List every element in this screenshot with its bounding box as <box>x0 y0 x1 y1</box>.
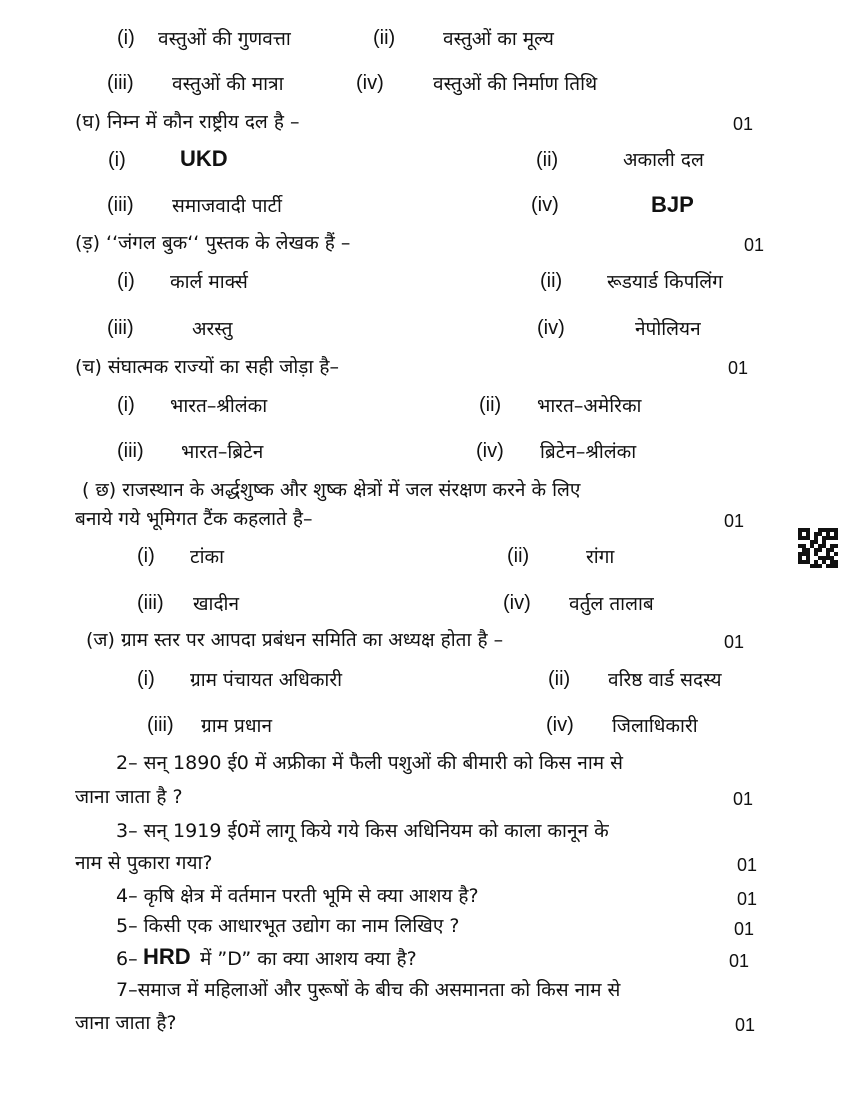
option-text: वस्तुओं का मूल्य <box>443 28 554 50</box>
option-number: (i) <box>137 545 155 567</box>
option-number: (iv) <box>537 317 565 339</box>
option-number: (iv) <box>503 592 531 614</box>
option-text: समाजवादी पार्टी <box>172 195 282 217</box>
option-text: रूडयार्ड किपलिंग <box>607 271 723 293</box>
option-number: (iv) <box>356 72 384 94</box>
question-4: 4– कृषि क्षेत्र में वर्तमान परती भूमि से क्या आशय है? <box>116 885 479 907</box>
option-text: जिलाधिकारी <box>612 715 698 737</box>
option-number: (iii) <box>137 592 164 614</box>
option-number: (iv) <box>531 194 559 216</box>
marks: 01 <box>724 511 745 531</box>
option-text: वर्तुल तालाब <box>569 593 654 615</box>
question-6-prefix: 6– <box>116 948 138 970</box>
qr-code <box>798 528 838 568</box>
marks: 01 <box>737 855 758 875</box>
option-number: (ii) <box>548 668 571 690</box>
question-chha: ( छ) राजस्थान के अर्द्धशुष्क और शुष्क क्षेत्रों में जल संरक्षण करने के लिए <box>82 479 581 501</box>
question-nga: (ड़) ‘‘जंगल बुक‘‘ पुस्तक के लेखक हैं – <box>75 232 351 254</box>
option-number: (iii) <box>107 194 134 216</box>
option-number: (i) <box>117 27 135 49</box>
marks: 01 <box>729 951 750 971</box>
option-number: (iv) <box>546 714 574 736</box>
option-number: (ii) <box>479 394 502 416</box>
marks: 01 <box>737 889 758 909</box>
question-7: 7–समाज में महिलाओं और पुरूषों के बीच की असमानता को किस नाम से <box>116 979 621 1001</box>
option-number: (iii) <box>147 714 174 736</box>
option-text: ग्राम प्रधान <box>201 715 273 737</box>
marks: 01 <box>728 358 749 378</box>
question-6-hrd: HRD <box>143 944 191 969</box>
option-text: खादीन <box>193 593 240 615</box>
option-text: भारत–श्रीलंका <box>170 395 268 417</box>
option-text: ग्राम पंचायत अधिकारी <box>190 669 343 691</box>
option-text: टांका <box>190 546 225 568</box>
option-number: (i) <box>117 394 135 416</box>
option-number: (ii) <box>507 545 530 567</box>
question-ja: (ज) ग्राम स्तर पर आपदा प्रबंधन समिति का अध्यक्ष होता है – <box>86 629 504 651</box>
question-2-line2: जाना जाता है ? <box>75 786 183 808</box>
question-3: 3– सन् 1919 ई0में लागू किये गये किस अधिनियम को काला कानून के <box>116 820 609 842</box>
option-number: (i) <box>108 149 126 171</box>
question-6: में ”D” का क्या आशय क्या है? <box>200 948 417 970</box>
question-cha: (च) संघात्मक राज्यों का सही जोड़ा है– <box>75 356 339 378</box>
option-number: (i) <box>137 668 155 690</box>
option-number: (iii) <box>107 72 134 94</box>
option-number: (ii) <box>540 270 563 292</box>
option-text: भारत–ब्रिटेन <box>181 441 264 463</box>
marks: 01 <box>733 114 754 134</box>
question-chha-line2: बनाये गये भूमिगत टैंक कहलाते है– <box>75 508 313 530</box>
option-number: (ii) <box>373 27 396 49</box>
option-text: वस्तुओं की मात्रा <box>172 73 284 95</box>
marks: 01 <box>724 632 745 652</box>
option-text: ब्रिटेन–श्रीलंका <box>540 441 637 463</box>
option-text: भारत–अमेरिका <box>537 395 642 417</box>
question-2: 2– सन् 1890 ई0 में अफ्रीका में फैली पशुओं की बीमारी को किस नाम से <box>116 752 624 774</box>
option-number: (i) <box>117 270 135 292</box>
option-text: नेपोलियन <box>635 318 701 340</box>
question-5: 5– किसी एक आधारभूत उद्योग का नाम लिखिए ? <box>116 915 460 937</box>
option-number: (iii) <box>107 317 134 339</box>
option-text: कार्ल मार्क्स <box>170 271 248 293</box>
marks: 01 <box>733 789 754 809</box>
option-text: UKD <box>180 146 228 171</box>
option-number: (ii) <box>536 149 559 171</box>
option-text: अरस्तु <box>192 318 233 340</box>
marks: 01 <box>735 1015 756 1035</box>
option-text: BJP <box>651 192 694 217</box>
option-text: वस्तुओं की गुणवत्ता <box>158 28 291 50</box>
option-text: अकाली दल <box>623 149 704 171</box>
marks: 01 <box>744 235 765 255</box>
question-gha: (घ) निम्न में कौन राष्ट्रीय दल है – <box>75 111 300 133</box>
option-number: (iii) <box>117 440 144 462</box>
marks: 01 <box>734 919 755 939</box>
option-number: (iv) <box>476 440 504 462</box>
option-text: वस्तुओं की निर्माण तिथि <box>433 73 598 95</box>
option-text: रांगा <box>586 546 615 568</box>
option-text: वरिष्ठ वार्ड सदस्य <box>608 669 722 691</box>
question-7-line2: जाना जाता है? <box>75 1012 177 1034</box>
question-3-line2: नाम से पुकारा गया? <box>75 852 213 874</box>
